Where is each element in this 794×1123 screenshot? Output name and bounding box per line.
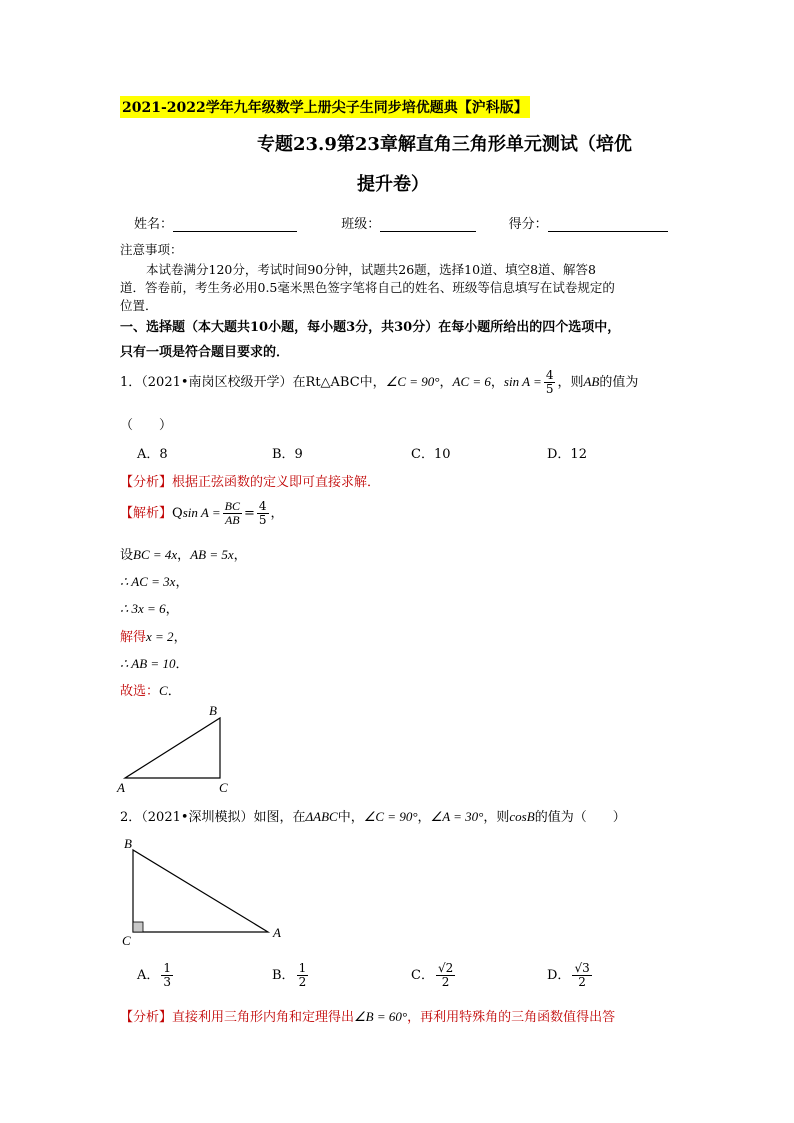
step-math: ∴ 3x = 6 xyxy=(120,601,166,616)
step-math: BC = 4x xyxy=(133,547,178,562)
option-fraction: $\frac{1}{3}$ xyxy=(163,961,172,989)
name-field[interactable] xyxy=(173,217,297,232)
q2-cos: cosB xyxy=(509,809,535,824)
option-label: B． xyxy=(272,968,295,983)
student-info xyxy=(134,213,668,232)
q1-choose xyxy=(120,680,181,699)
notice-line2: 道．答卷前，考生务必用0.5毫米黑色签字笔将自己的姓名、班级等信息填写在试卷规定的 xyxy=(120,280,615,295)
step-math: ∴ AB = 10 xyxy=(120,656,176,671)
notice-heading: 注意事项： xyxy=(120,242,183,257)
q1-ab: AB xyxy=(583,374,600,389)
q1-option-d[interactable]: D．12 xyxy=(547,447,587,462)
q1-text: 的值为 xyxy=(599,375,639,390)
analysis-tag: 【分析】 xyxy=(120,475,173,490)
score-field[interactable] xyxy=(548,217,668,232)
q1-option-c[interactable]: C．10 xyxy=(411,447,451,462)
q1-stem xyxy=(120,368,638,397)
q1-label-b: B xyxy=(209,703,217,718)
q2-option-b[interactable] xyxy=(272,962,310,989)
class-label: 班级： xyxy=(341,217,381,232)
q1-step1 xyxy=(120,544,247,563)
class-field[interactable] xyxy=(380,217,476,232)
q2-text: ， xyxy=(417,810,431,825)
q1-fraction: $\frac{4}{5}$ xyxy=(545,368,554,396)
option-fraction: $\frac{√3}{2}$ xyxy=(574,961,590,989)
q1-text: 中， xyxy=(359,375,386,390)
analysis-math: ∠B = 60° xyxy=(354,1009,408,1024)
banner xyxy=(120,96,530,118)
right-angle-marker xyxy=(133,922,143,932)
q2-cond2: ∠A = 30° xyxy=(430,809,484,824)
notice-line3: 位置． xyxy=(120,298,158,313)
q2-text: 中， xyxy=(337,810,364,825)
q2-option-a[interactable] xyxy=(137,962,175,989)
q1-solution xyxy=(120,498,284,529)
q2-option-c[interactable] xyxy=(411,962,457,989)
notice-line1: 本试卷满分120分，考试时间90分钟，试题共26题，选择10道、填空8道、解答8 xyxy=(146,262,596,277)
step-text: ， xyxy=(175,575,189,590)
q2-label-a: A xyxy=(273,925,281,940)
step-math: AB = 5x xyxy=(190,547,234,562)
analysis-text: 根据正弦函数的定义即可直接求解． xyxy=(172,475,381,490)
q2-triangle: ΔABC xyxy=(305,809,338,824)
q2-option-d[interactable] xyxy=(547,962,594,989)
q1-step2 xyxy=(120,571,188,590)
banner-text: 学年九年级数学上册尖子生同步培优题典【沪科版】 xyxy=(205,100,528,116)
sol-sin: sin A = xyxy=(182,505,221,520)
q1-paren: （ ） xyxy=(120,418,173,433)
option-label: D． xyxy=(547,968,571,983)
step-text: 解得 xyxy=(120,630,147,645)
section1-line1: 一、选择题（本大题共10小题，每小题3分，共30分）在每小题所给出的四个选项中， xyxy=(120,320,621,335)
sol-q: Q xyxy=(172,506,183,521)
page-title-line2: 提升卷） xyxy=(357,174,429,195)
q1-analysis xyxy=(120,471,380,490)
q2-triangle-figure xyxy=(118,834,293,949)
score-label: 得分： xyxy=(508,217,548,232)
analysis-text: ，再利用特殊角的三角函数值得出答 xyxy=(407,1010,616,1025)
q1-sin: sin A = xyxy=(503,374,542,389)
q1-label-c: C xyxy=(219,780,228,795)
q2-label-c: C xyxy=(122,933,131,948)
step-text: 设 xyxy=(120,548,134,563)
q1-text: ，则 xyxy=(557,375,584,390)
option-fraction: $\frac{1}{2}$ xyxy=(298,961,307,989)
choose-end: ． xyxy=(167,684,181,699)
q1-step3 xyxy=(120,598,179,617)
q2-label-b: B xyxy=(124,836,132,851)
solution-tag: 【解析】 xyxy=(120,506,173,521)
q1-prefix: 1．（2021•南岗区校级开学）在 xyxy=(120,375,306,390)
q2-triangle-shape xyxy=(133,850,268,932)
q2-text: ，则 xyxy=(483,810,510,825)
step-text: ， xyxy=(165,602,179,617)
step-math: x = 2 xyxy=(146,629,174,644)
analysis-tag: 【分析】 xyxy=(120,1010,173,1025)
q1-option-b[interactable]: B．9 xyxy=(272,447,303,462)
q1-sep: ， xyxy=(490,375,504,390)
q2-stem xyxy=(120,806,626,825)
name-label: 姓名： xyxy=(134,217,174,232)
step-text: ， xyxy=(177,548,191,563)
q1-sep: ， xyxy=(439,375,453,390)
step-text: ， xyxy=(173,630,187,645)
choose-answer: C xyxy=(159,683,168,698)
q1-triangle-shape xyxy=(125,718,220,778)
analysis-text: 直接利用三角形内角和定理得出 xyxy=(172,1010,355,1025)
step-math: ∴ AC = 3x xyxy=(120,574,176,589)
page-title-line1: 专题23.9第23章解直角三角形单元测试（培优 xyxy=(257,134,632,155)
q1-label-a: A xyxy=(117,780,125,795)
q1-step4 xyxy=(120,626,187,645)
q1-triangle-figure xyxy=(115,700,245,800)
step-text: ． xyxy=(175,657,189,672)
q2-cond1: ∠C = 90° xyxy=(363,809,418,824)
q2-text: 的值为（ ） xyxy=(534,810,626,825)
q1-cond2: AC = 6 xyxy=(452,374,491,389)
step-text: ， xyxy=(233,548,247,563)
option-label: C． xyxy=(411,968,434,983)
q2-analysis xyxy=(120,1006,615,1025)
q1-step5 xyxy=(120,653,188,672)
sol-fraction2: $\frac{4}{5}$ xyxy=(258,499,267,527)
q1-triangle: Rt△ABC xyxy=(305,375,360,390)
sol-end: ， xyxy=(270,506,284,521)
section1-line2: 只有一项是符合题目要求的． xyxy=(120,345,290,360)
banner-years: 2021-2022 xyxy=(122,100,206,116)
sol-fraction1: $\frac{BC}{AB}$ xyxy=(224,499,240,527)
option-fraction: $\frac{√2}{2}$ xyxy=(437,961,454,989)
sol-eq: = xyxy=(243,506,255,521)
q1-option-a[interactable]: A．8 xyxy=(137,447,168,462)
q1-cond1: ∠C = 90° xyxy=(385,374,440,389)
choose-label: 故选： xyxy=(120,684,160,699)
q2-prefix: 2．（2021•深圳模拟）如图，在 xyxy=(120,810,306,825)
option-label: A． xyxy=(137,968,160,983)
